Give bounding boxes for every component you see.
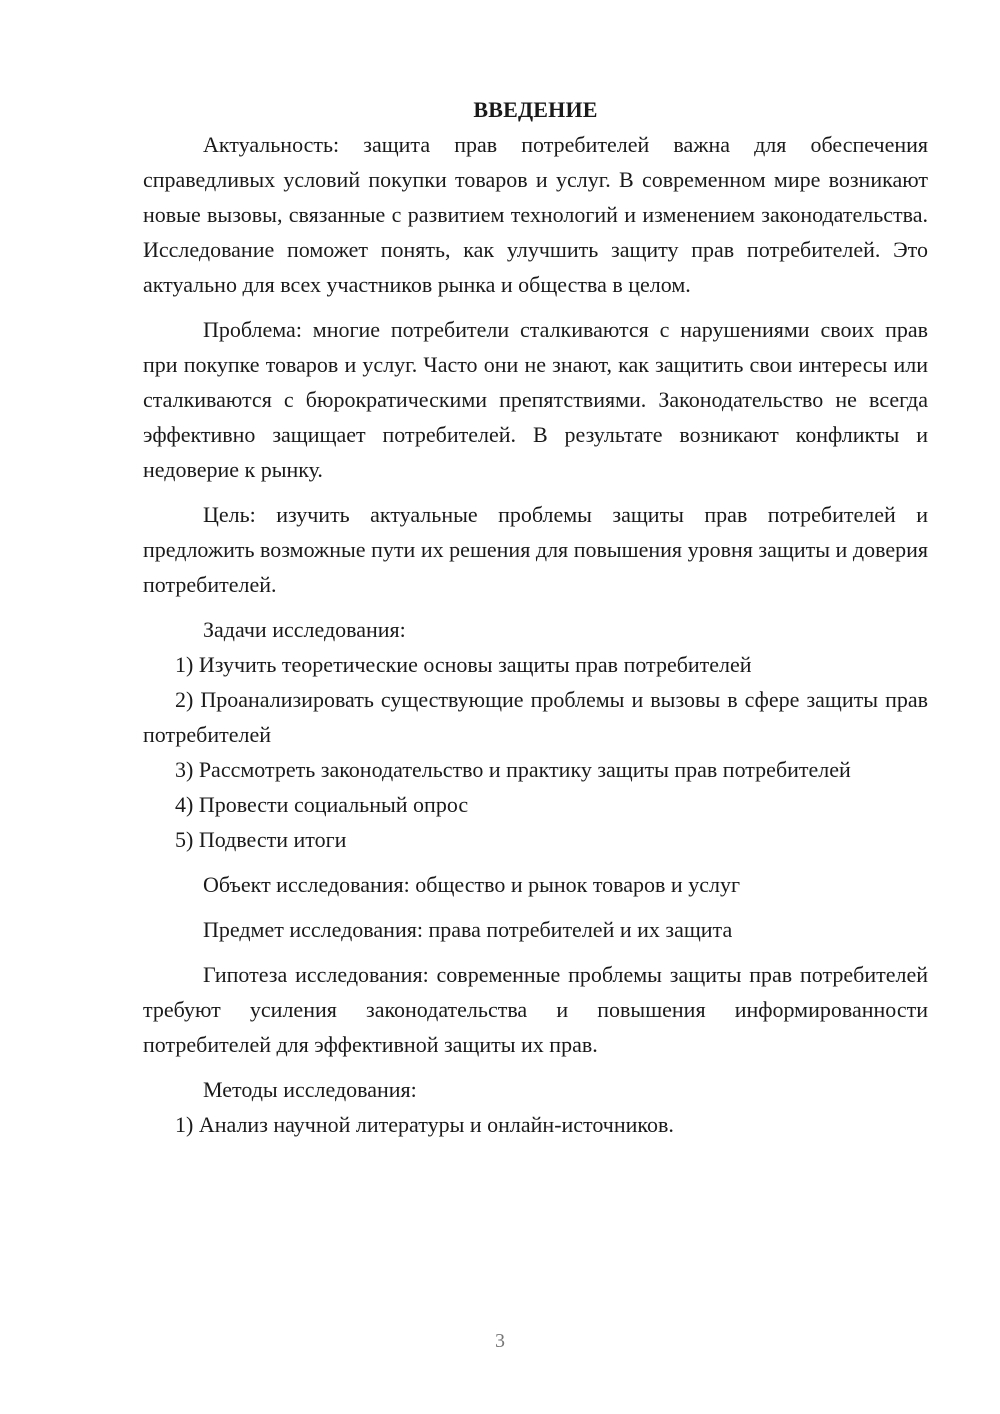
methods-heading: Методы исследования: [203,1077,417,1102]
document-page [143,92,928,1142]
paragraph-problem: Проблема: многие потребители сталкиваются с нарушениями своих прав при покупке товаров и услуг. Часто они не знают, как защитить свои интересы или сталкиваются с бюрократическими препятствиями. Законодательство не всегда эффективно защищает потребителей. В результате возникают конфликты и недоверие к рынку. [143,317,928,482]
paragraph-goal: Цель: изучить актуальные проблемы защиты прав потребителей и предложить возможные пути их решения для повышения уровня защиты и доверия потребителей. [143,502,928,597]
tasks-heading: Задачи исследования: [203,617,406,642]
list-item: 2) Проанализировать существующие проблемы и вызовы в сфере защиты прав потребителей [143,687,928,747]
list-item: 4) Провести социальный опрос [175,792,469,817]
page-title: ВВЕДЕНИЕ [473,97,598,122]
list-item: 1) Изучить теоретические основы защиты прав потребителей [175,652,752,677]
paragraph-relevance: Актуальность: защита прав потребителей важна для обеспечения справедливых условий покупки товаров и услуг. В современном мире возникают новые вызовы, связанные с развитием технологий и изменением законодательства. Исследование поможет понять, как улучшить защиту прав потребителей. Это актуально для всех участников рынка и общества в целом. [143,132,928,297]
paragraph-object: Объект исследования: общество и рынок товаров и услуг [203,872,740,897]
page-number: 3 [495,1330,505,1352]
paragraph-subject: Предмет исследования: права потребителей и их защита [203,917,733,942]
list-item: 1) Анализ научной литературы и онлайн-источников. [175,1112,674,1137]
list-item: 5) Подвести итоги [175,827,347,852]
paragraph-hypothesis: Гипотеза исследования: современные проблемы защиты прав потребителей требуют усиления законодательства и повышения информированности потребителей для эффективной защиты их прав. [143,962,928,1057]
list-item: 3) Рассмотреть законодательство и практику защиты прав потребителей [175,757,851,782]
